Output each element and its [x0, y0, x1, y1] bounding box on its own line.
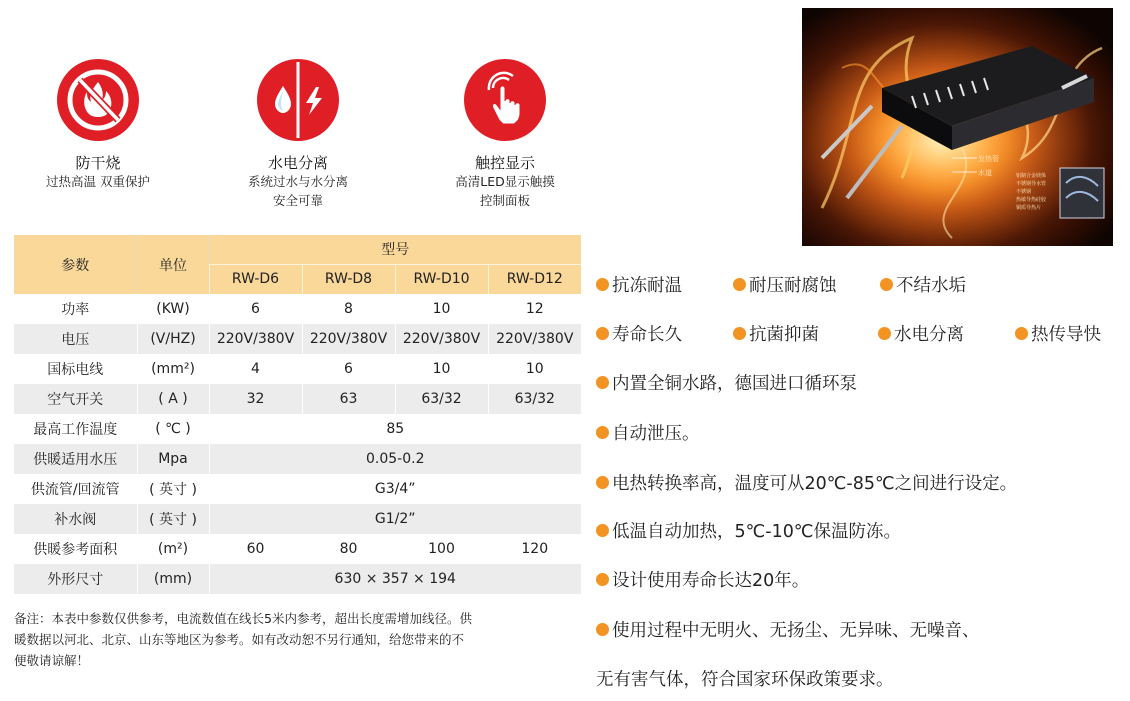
bullet-item: [1015, 324, 1101, 346]
row-value: 220V/380V: [209, 324, 302, 354]
feature-desc-line2: 安全可靠: [272, 193, 323, 208]
row-value: 80: [302, 534, 395, 564]
table-note: [14, 608, 584, 671]
row-unit: ( 英寸 ): [137, 504, 209, 534]
touch-hand-icon: [463, 58, 547, 142]
row-unit: ( ℃ ): [137, 414, 209, 444]
row-merged-value: 85: [209, 414, 581, 444]
row-param: 供暖适用水压: [14, 444, 137, 474]
note-line: 便敬请谅解！: [14, 653, 90, 668]
row-unit: (mm²): [137, 354, 209, 384]
row-value: 12: [488, 294, 581, 324]
row-param: 最高工作温度: [14, 414, 137, 444]
bullet-item: [596, 570, 809, 592]
row-value: 8: [302, 294, 395, 324]
header-model: 型号: [209, 235, 581, 264]
water-electric-icon: [256, 58, 340, 142]
orange-dot-icon: [596, 426, 609, 439]
feature-title: 触控显示: [474, 154, 535, 172]
bullet-item: [596, 324, 682, 346]
bullet-text: 不结水垢: [896, 276, 966, 296]
feature-title: 防干烧: [75, 154, 121, 172]
table-row: [14, 564, 581, 594]
row-value: 60: [209, 534, 302, 564]
bullet-text: 抗冻耐温: [612, 276, 682, 296]
row-unit: (m²): [137, 534, 209, 564]
row-param: 电压: [14, 324, 137, 354]
orange-dot-icon: [880, 278, 893, 291]
row-value: 220V/380V: [395, 324, 488, 354]
row-unit: ( A ): [137, 384, 209, 414]
row-unit: (KW): [137, 294, 209, 324]
row-value: 10: [395, 354, 488, 384]
feature-desc-line1: 系统过水与水分离: [247, 174, 348, 189]
heater-illustration: [802, 8, 1113, 246]
table-row: [14, 354, 581, 384]
row-merged-value: 0.05-0.2: [209, 444, 581, 474]
table-row: [14, 444, 581, 474]
bullet-text: 抗菌抑菌: [749, 325, 819, 345]
orange-dot-icon: [733, 278, 746, 291]
row-value: 4: [209, 354, 302, 384]
row-value: 220V/380V: [302, 324, 395, 354]
row-param: 国标电线: [14, 354, 137, 384]
bullet-text: 内置全铜水路，德国进口循环泵: [612, 374, 857, 394]
row-value: 10: [488, 354, 581, 384]
orange-dot-icon: [596, 376, 609, 389]
bullet-item: [878, 324, 964, 346]
row-unit: (mm): [137, 564, 209, 594]
feature-desc-line2: 控制面板: [479, 193, 530, 208]
table-row: [14, 534, 581, 564]
bullet-text: 耐压耐腐蚀: [749, 276, 837, 296]
bullet-text: 电热转换率高，温度可从20℃-85℃之间进行设定。: [612, 474, 1018, 494]
header-model-rw-d6: RW-D6: [209, 264, 302, 294]
product-hero-image: [802, 8, 1113, 246]
feature-title: 水电分离: [267, 154, 328, 172]
feature-desc-line1: 高清LED显示触摸: [455, 174, 555, 189]
hero-label-ss-pipe: 不锈钢导水管: [1016, 181, 1047, 187]
orange-dot-icon: [878, 327, 891, 340]
hero-label-copper: 铜质导热片: [1016, 205, 1042, 211]
orange-dot-icon: [596, 524, 609, 537]
feature-anti-dry-burn: [0, 58, 198, 191]
bullet-item: [596, 275, 682, 297]
bullet-text: 自动泄压。: [612, 424, 700, 444]
row-value: 63: [302, 384, 395, 414]
row-value: 10: [395, 294, 488, 324]
feature-desc: 过热高温 双重保护: [46, 174, 150, 189]
row-value: 6: [302, 354, 395, 384]
bullet-item: [596, 423, 700, 445]
bullet-text: 寿命长久: [612, 325, 682, 345]
row-merged-value: 630 × 357 × 194: [209, 564, 581, 594]
bullet-text: 设计使用寿命长达20年。: [612, 571, 810, 591]
orange-dot-icon: [596, 278, 609, 291]
row-param: 供流管/回流管: [14, 474, 137, 504]
hero-label-heating-tube: 发热管: [978, 155, 999, 163]
row-value: 6: [209, 294, 302, 324]
bullet-item: [596, 373, 857, 395]
orange-dot-icon: [596, 327, 609, 340]
orange-dot-icon: [733, 327, 746, 340]
row-unit: ( 英寸 ): [137, 474, 209, 504]
header-model-rw-d8: RW-D8: [302, 264, 395, 294]
bullet-item: [596, 620, 980, 642]
bullet-item: [880, 275, 966, 297]
orange-dot-icon: [596, 573, 609, 586]
bullet-item: [733, 275, 837, 297]
row-value: 63/32: [488, 384, 581, 414]
row-param: 补水阀: [14, 504, 137, 534]
orange-dot-icon: [596, 623, 609, 636]
hero-label-ss: 不锈钢: [1016, 189, 1032, 195]
row-value: 100: [395, 534, 488, 564]
header-param: 参数: [14, 235, 137, 294]
table-row: [14, 474, 581, 504]
bullet-text: 使用过程中无明火、无扬尘、无异味、无噪音、: [612, 621, 980, 641]
no-fire-icon: [56, 58, 140, 142]
row-param: 供暖参考面积: [14, 534, 137, 564]
feature-water-electric-separation: [198, 58, 398, 210]
note-line: 暖数据以河北、北京、山东等地区为参考。如有改动恕不另行通知，给您带来的不: [14, 632, 465, 647]
bullet-continuation-text: 无有害气体，符合国家环保政策要求。: [596, 670, 894, 690]
row-unit: Mpa: [137, 444, 209, 474]
row-value: 220V/380V: [488, 324, 581, 354]
bullet-text: 水电分离: [894, 325, 964, 345]
bullet-text: 热传导快: [1031, 325, 1101, 345]
row-value: 32: [209, 384, 302, 414]
feature-touch-display: [405, 58, 605, 210]
bullet-item: [596, 473, 1017, 495]
header-model-rw-d10: RW-D10: [395, 264, 488, 294]
spec-table: [14, 235, 581, 594]
table-row: [14, 504, 581, 534]
row-value: 63/32: [395, 384, 488, 414]
header-unit: 单位: [137, 235, 209, 294]
bullet-item: [733, 324, 819, 346]
row-param: 空气开关: [14, 384, 137, 414]
hero-label-alloy: 铝制合金镁体: [1016, 173, 1047, 179]
table-row: [14, 324, 581, 354]
table-row: [14, 384, 581, 414]
header-model-rw-d12: RW-D12: [488, 264, 581, 294]
row-merged-value: G3/4”: [209, 474, 581, 504]
row-param: 外形尺寸: [14, 564, 137, 594]
row-value: 120: [488, 534, 581, 564]
row-merged-value: G1/2”: [209, 504, 581, 534]
orange-dot-icon: [1015, 327, 1028, 340]
table-row: [14, 414, 581, 444]
note-line: 备注：本表中参数仅供参考，电流数值在线长5米内参考，超出长度需增加线径。供: [14, 611, 472, 626]
row-unit: (V/HZ): [137, 324, 209, 354]
orange-dot-icon: [596, 476, 609, 489]
table-row: [14, 294, 581, 324]
hero-label-silicone: 热敏导热硅胶: [1016, 197, 1047, 203]
hero-label-waterway: 水道: [978, 169, 992, 177]
bullet-item: [596, 521, 901, 543]
bullet-text: 低温自动加热，5℃-10℃保温防冻。: [612, 522, 902, 542]
row-param: 功率: [14, 294, 137, 324]
